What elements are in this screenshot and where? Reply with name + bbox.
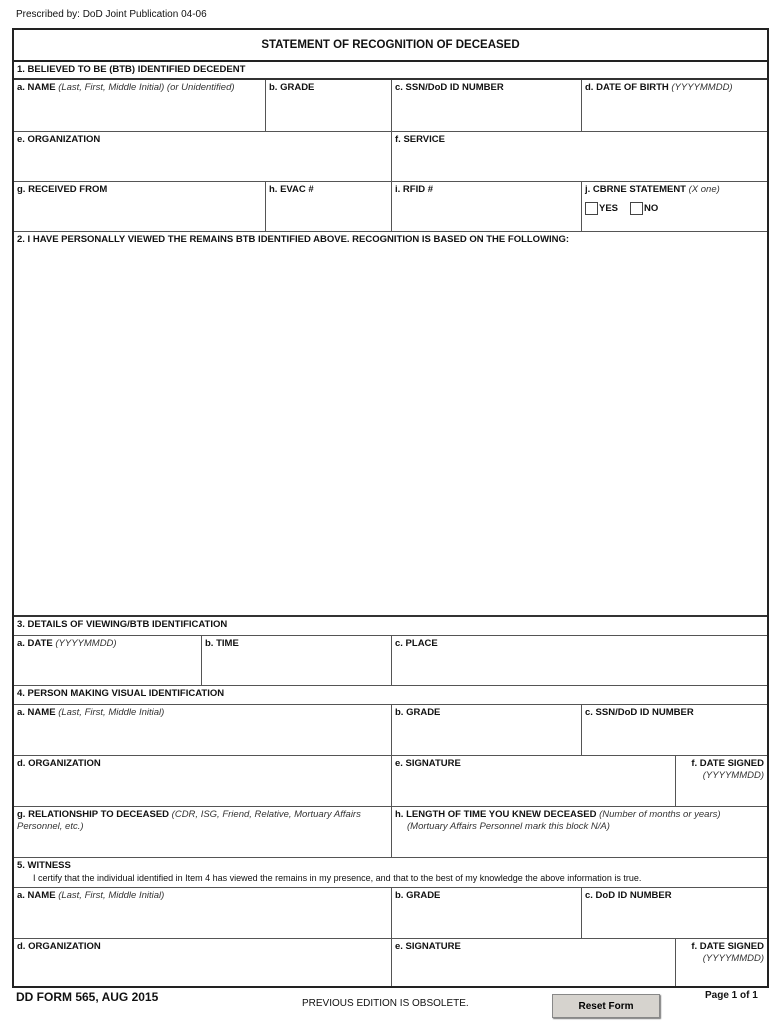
label: c. SSN/DoD ID NUMBER: [585, 707, 694, 718]
witness-organization-field[interactable]: [14, 939, 392, 986]
decedent-organization-field[interactable]: [14, 132, 392, 182]
identifier-grade-field[interactable]: [392, 705, 582, 756]
hint: (Last, First, Middle Initial) (or Unidentified): [58, 82, 235, 93]
witness-dod-id-field[interactable]: [582, 888, 767, 939]
decedent-ssn-field[interactable]: [392, 80, 582, 132]
label: c. PLACE: [395, 638, 438, 649]
rfid-field[interactable]: [392, 182, 582, 232]
hint: (Last, First, Middle Initial): [58, 890, 165, 901]
viewing-time-field[interactable]: [202, 636, 392, 686]
viewing-date-field[interactable]: [14, 636, 202, 686]
cbrne-no-option[interactable]: [630, 202, 658, 215]
certification-text: I certify that the individual identified in Item 4 has viewed the remains in my presence, and that to the best of my knowledge the above information is true.: [33, 873, 642, 883]
prescribed-by: Prescribed by: DoD Joint Publication 04-06: [16, 9, 207, 20]
label: f. DATE SIGNED: [691, 758, 764, 769]
label: a. DATE: [17, 638, 53, 649]
hint: (Mortuary Affairs Personnel mark this block N/A): [407, 821, 610, 832]
viewing-place-field[interactable]: [392, 636, 767, 686]
label: g. RELATIONSHIP TO DECEASED: [17, 809, 170, 820]
section-3-header: 3. DETAILS OF VIEWING/BTB IDENTIFICATION: [14, 617, 767, 636]
section-4-header: 4. PERSON MAKING VISUAL IDENTIFICATION: [14, 686, 767, 705]
hint: (Number of months or years): [599, 809, 721, 820]
witness-date-signed-field[interactable]: [676, 939, 767, 986]
label: c. SSN/DoD ID NUMBER: [395, 82, 504, 93]
label: b. GRADE: [395, 707, 441, 718]
label: a. NAME: [17, 890, 56, 901]
yes-label: YES: [599, 203, 619, 215]
cbrne-statement: [582, 182, 767, 232]
label: b. GRADE: [395, 890, 441, 901]
label: d. ORGANIZATION: [17, 758, 101, 769]
hint: (YYYYMMDD): [702, 770, 764, 781]
identifier-date-signed-field[interactable]: [676, 756, 767, 807]
label: h. LENGTH OF TIME YOU KNEW DECEASED: [395, 809, 597, 820]
label: a. NAME: [17, 82, 56, 93]
label: g. RECEIVED FROM: [17, 184, 108, 195]
relationship-field[interactable]: [14, 807, 392, 858]
label: f. SERVICE: [395, 134, 445, 145]
evac-field[interactable]: [266, 182, 392, 232]
identifier-signature-field[interactable]: [392, 756, 676, 807]
label: b. GRADE: [269, 82, 315, 93]
checkbox-icon[interactable]: [630, 202, 643, 215]
checkbox-icon[interactable]: [585, 202, 598, 215]
hint: (YYYYMMDD): [671, 82, 733, 93]
reset-form-button[interactable]: Reset Form: [552, 994, 660, 1018]
label: e. SIGNATURE: [395, 941, 461, 952]
length-known-field[interactable]: [392, 807, 767, 858]
label: h. EVAC #: [269, 184, 314, 195]
label: j. CBRNE STATEMENT: [585, 184, 686, 195]
hint: (YYYYMMDD): [702, 953, 764, 964]
hint: (CDR, ISG, Friend, Relative, Mortuary Affairs Personnel, etc.): [17, 809, 361, 832]
witness-name-field[interactable]: [14, 888, 392, 939]
witness-grade-field[interactable]: [392, 888, 582, 939]
witness-signature-field[interactable]: [392, 939, 676, 986]
hint: (X one): [688, 184, 720, 195]
label: e. ORGANIZATION: [17, 134, 101, 145]
form-title: STATEMENT OF RECOGNITION OF DECEASED: [14, 30, 767, 62]
section-1-header: 1. BELIEVED TO BE (BTB) IDENTIFIED DECEDENT: [14, 62, 767, 80]
decedent-grade-field[interactable]: [266, 80, 392, 132]
label: d. ORGANIZATION: [17, 941, 101, 952]
page-number: Page 1 of 1: [705, 990, 758, 1001]
label: e. SIGNATURE: [395, 758, 461, 769]
identifier-ssn-field[interactable]: [582, 705, 767, 756]
form: [12, 28, 769, 988]
recognition-basis-field[interactable]: [14, 232, 767, 617]
decedent-service-field[interactable]: [392, 132, 767, 182]
section-5-header: [14, 858, 767, 888]
no-label: NO: [644, 203, 659, 215]
hint: (YYYYMMDD): [55, 638, 117, 649]
identifier-organization-field[interactable]: [14, 756, 392, 807]
received-from-field[interactable]: [14, 182, 266, 232]
obsolete-notice: PREVIOUS EDITION IS OBSOLETE.: [302, 998, 469, 1009]
label: i. RFID #: [395, 184, 434, 195]
cbrne-yes-option[interactable]: [585, 202, 618, 215]
label: b. TIME: [205, 638, 239, 649]
decedent-dob-field[interactable]: [582, 80, 767, 132]
label: 5. WITNESS: [17, 860, 71, 871]
label: f. DATE SIGNED: [691, 941, 764, 952]
form-number: DD FORM 565, AUG 2015: [16, 990, 159, 1004]
label: d. DATE OF BIRTH: [585, 82, 669, 93]
identifier-name-field[interactable]: [14, 705, 392, 756]
decedent-name-field[interactable]: [14, 80, 266, 132]
label: a. NAME: [17, 707, 56, 718]
hint: (Last, First, Middle Initial): [58, 707, 165, 718]
section-2-header: 2. I HAVE PERSONALLY VIEWED THE REMAINS BTB IDENTIFIED ABOVE. RECOGNITION IS BASED ON THE FOLLOWING:: [17, 234, 570, 245]
label: c. DoD ID NUMBER: [585, 890, 672, 901]
